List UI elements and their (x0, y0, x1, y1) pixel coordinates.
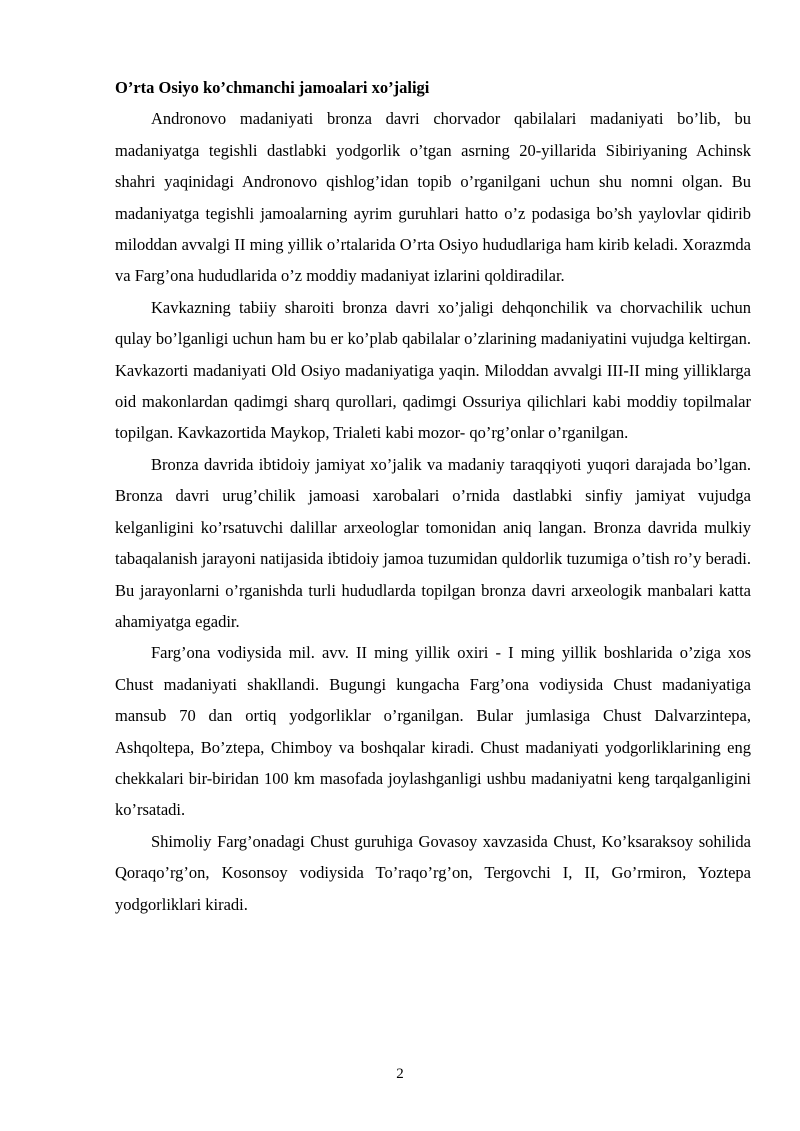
paragraph-chust-madaniyati: Farg’ona vodiysida mil. avv. II ming yillik oxiri - I ming yillik boshlarida o’ziga xos Chust madaniyati shakllandi. Bugungi kungacha Farg’ona vodiysida Chust madaniyatiga mansub 70 dan ortiq yodgorliklar o’rganilgan. Bular jumlasiga Chust Dalvarzintepa, Ashqoltepa, Bo’ztepa, Chimboy va boshqalar kiradi. Chust madaniyati yodgorliklarining eng chekkalari bir-biridan 100 km masofada joylashganligi ushbu madaniyatni keng tarqalganligini ko’rsatadi. (115, 643, 751, 820)
paragraph-kavkaz: Kavkazning tabiiy sharoiti bronza davri xo’jaligi dehqonchilik va chorvachilik uchun qulay bo’lganligi uchun ham bu er ko’plab qabilalar o’zlarining madaniyatini vujudga keltirgan. Kavkazorti madaniyati Old Osiyo madaniyatiga yaqin. Miloddan avvalgi III-II ming yilliklarga oid makonlardan qadimgi sharq qurollari, qadimgi Ossuriya qilichlari kabi moddiy topilmalar topilgan. Kavkazortida Maykop, Trialeti kabi mozor- qo’rg’onlar o’rganilgan. (115, 297, 751, 443)
page-number: 2 (396, 1066, 404, 1082)
document-body (115, 72, 751, 920)
paragraph-shimoliy-fargona: Shimoliy Farg’onadagi Chust guruhiga Govasoy xavzasida Chust, Ko’ksaraksoy sohilida Qoraqo’rg’on, Kosonsoy vodiysida To’raqo’rg’on, Tergovchi I, II, Go’rmiron, Yoztepa yodgorliklari kiradi. (115, 831, 751, 914)
paragraph-andronovo: Andronovo madaniyati bronza davri chorvador qabilalari madaniyati bo’lib, bu madaniyatga tegishli dastlabki yodgorlik o’tgan asrning 20-yillarida Sibiriyaning Achinsk shahri yaqinidagi Andronovo qishlog’idan topib o’rganilgani uchun shu nomni olgan. Bu madaniyatga tegishli jamoalarning ayrim guruhlari hatto o’z podasiga bo’sh yaylovlar qidirib miloddan avvalgi II ming yillik o’rtalarida O’rta Osiyo hududlariga ham kirib keladi. Xorazmda va Farg’ona hududlarida o’z moddiy madaniyat izlarini qoldiradilar. (115, 109, 751, 286)
section-heading: O’rta Osiyo ko’chmanchi jamoalari xo’jaligi (115, 78, 430, 97)
paragraph-bronza-davri: Bronza davrida ibtidoiy jamiyat xo’jalik va madaniy taraqqiyoti yuqori darajada bo’lgan. Bronza davri urug’chilik jamoasi xarobalari o’rnida dastlabki sinfiy jamiyat vujudga kelganligini ko’rsatuvchi dalillar arxeologlar tomonidan aniq langan. Bronza davrida mulkiy tabaqalanish jarayoni natijasida ibtidoiy jamoa tuzumidan quldorlik tuzumiga o’tish ro’y beradi. Bu jarayonlarni o’rganishda turli hududlarda topilgan bronza davri arxeologik manbalari katta ahamiyatga egadir. (115, 454, 751, 631)
